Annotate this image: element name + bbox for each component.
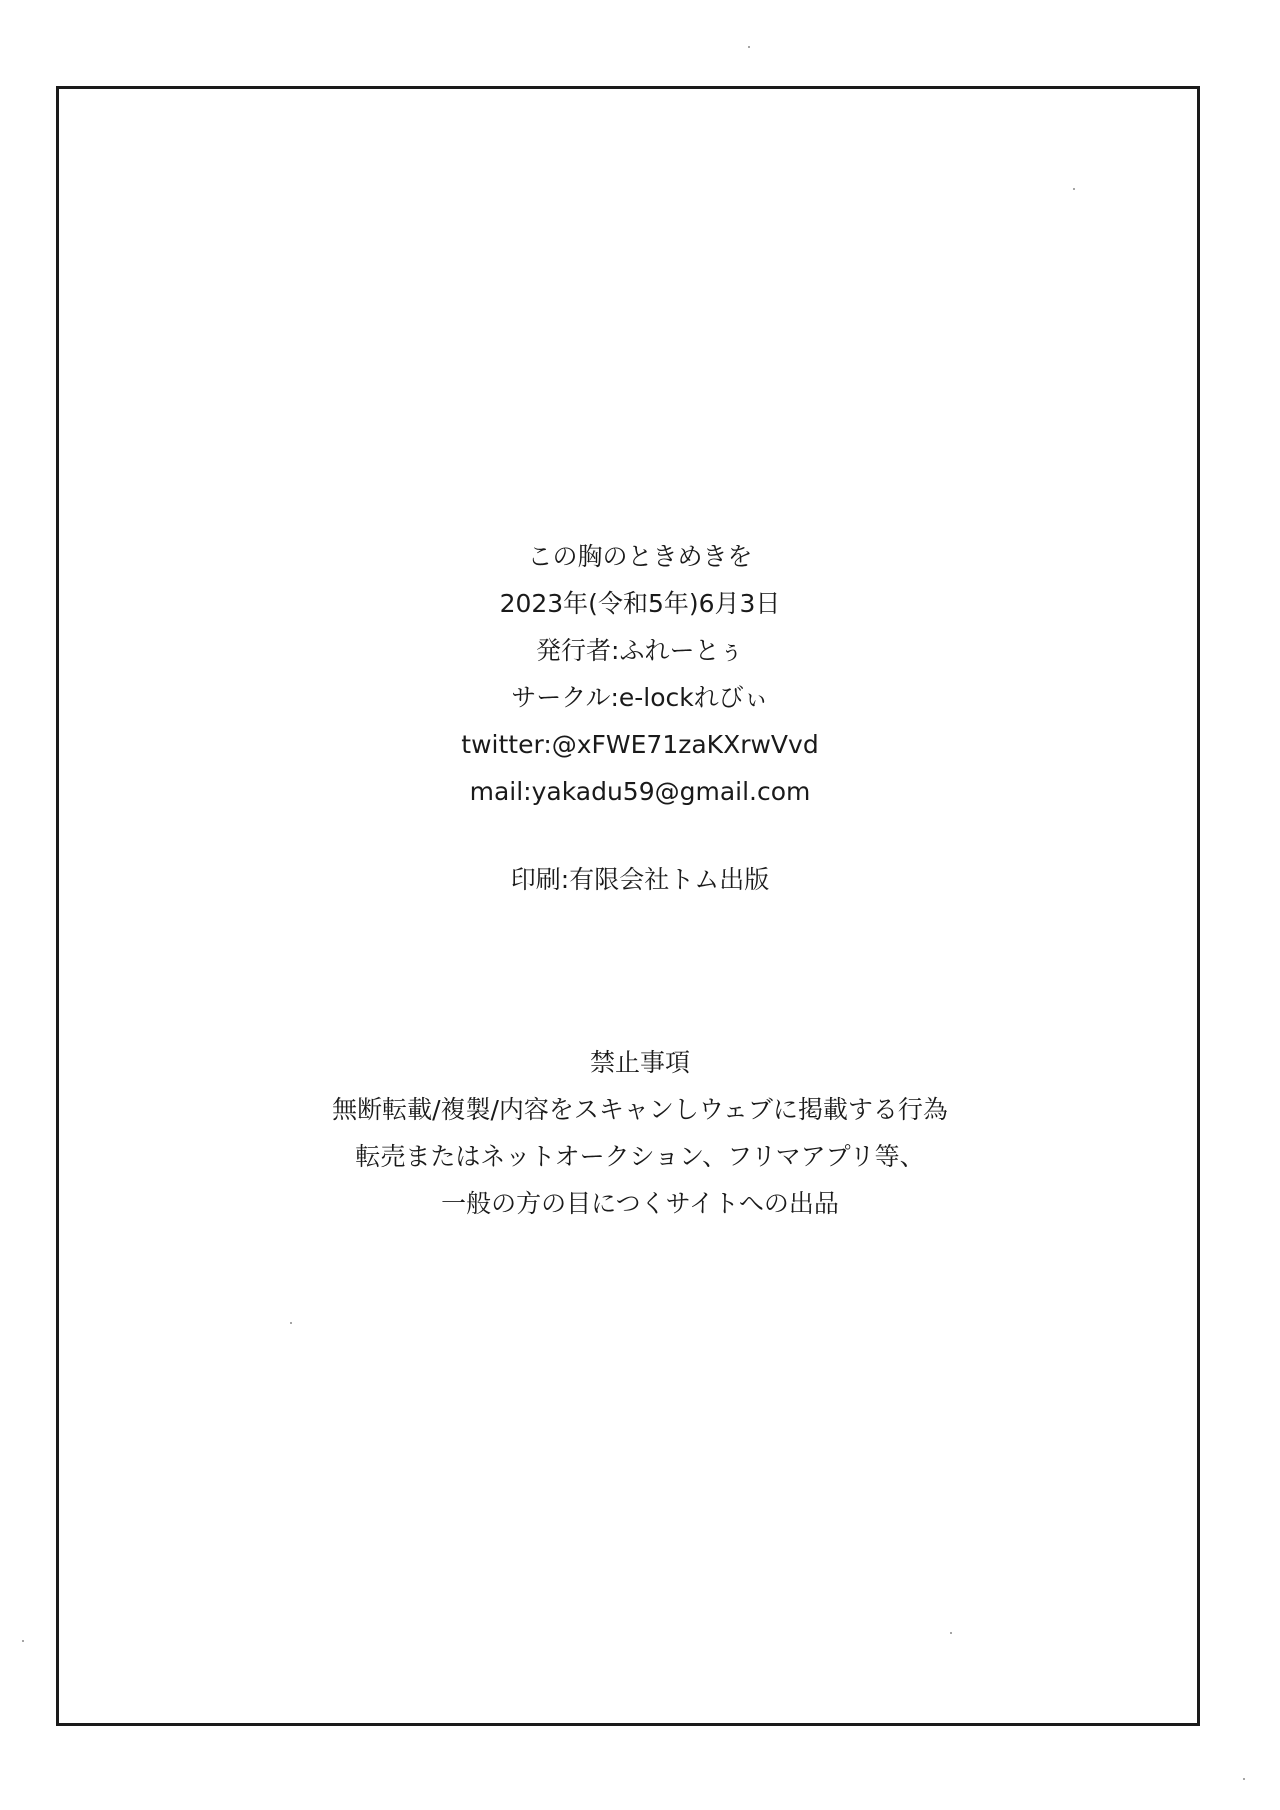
colophon-block — [0, 533, 1280, 815]
prohibitions-block — [0, 1039, 1280, 1227]
book-title: この胸のときめきを — [527, 542, 753, 571]
scan-speck — [290, 1322, 292, 1324]
scan-speck — [950, 1632, 952, 1634]
page-border — [56, 86, 1200, 1726]
publication-date: 2023年(令和5年)6月3日 — [499, 589, 781, 618]
scan-speck — [1073, 188, 1075, 190]
scan-speck — [748, 46, 750, 48]
scan-speck — [22, 1640, 24, 1642]
publisher: 発行者:ふれーとぅ — [536, 636, 744, 665]
circle-name: サークル:e-lockれびぃ — [511, 683, 769, 712]
prohibitions-heading: 禁止事項 — [589, 1048, 690, 1077]
mail-address: mail:yakadu59@gmail.com — [469, 777, 811, 806]
twitter-handle: twitter:@xFWE71zaKXrwVvd — [461, 730, 819, 759]
prohibition-line: 転売またはネットオークション、フリマアプリ等、 — [355, 1142, 925, 1171]
scan-speck — [1243, 1778, 1245, 1780]
prohibition-line: 無断転載/複製/内容をスキャンしウェブに掲載する行為 — [332, 1095, 948, 1124]
printer-info: 印刷:有限会社トム出版 — [510, 865, 770, 894]
prohibition-line: 一般の方の目につくサイトへの出品 — [441, 1189, 839, 1218]
